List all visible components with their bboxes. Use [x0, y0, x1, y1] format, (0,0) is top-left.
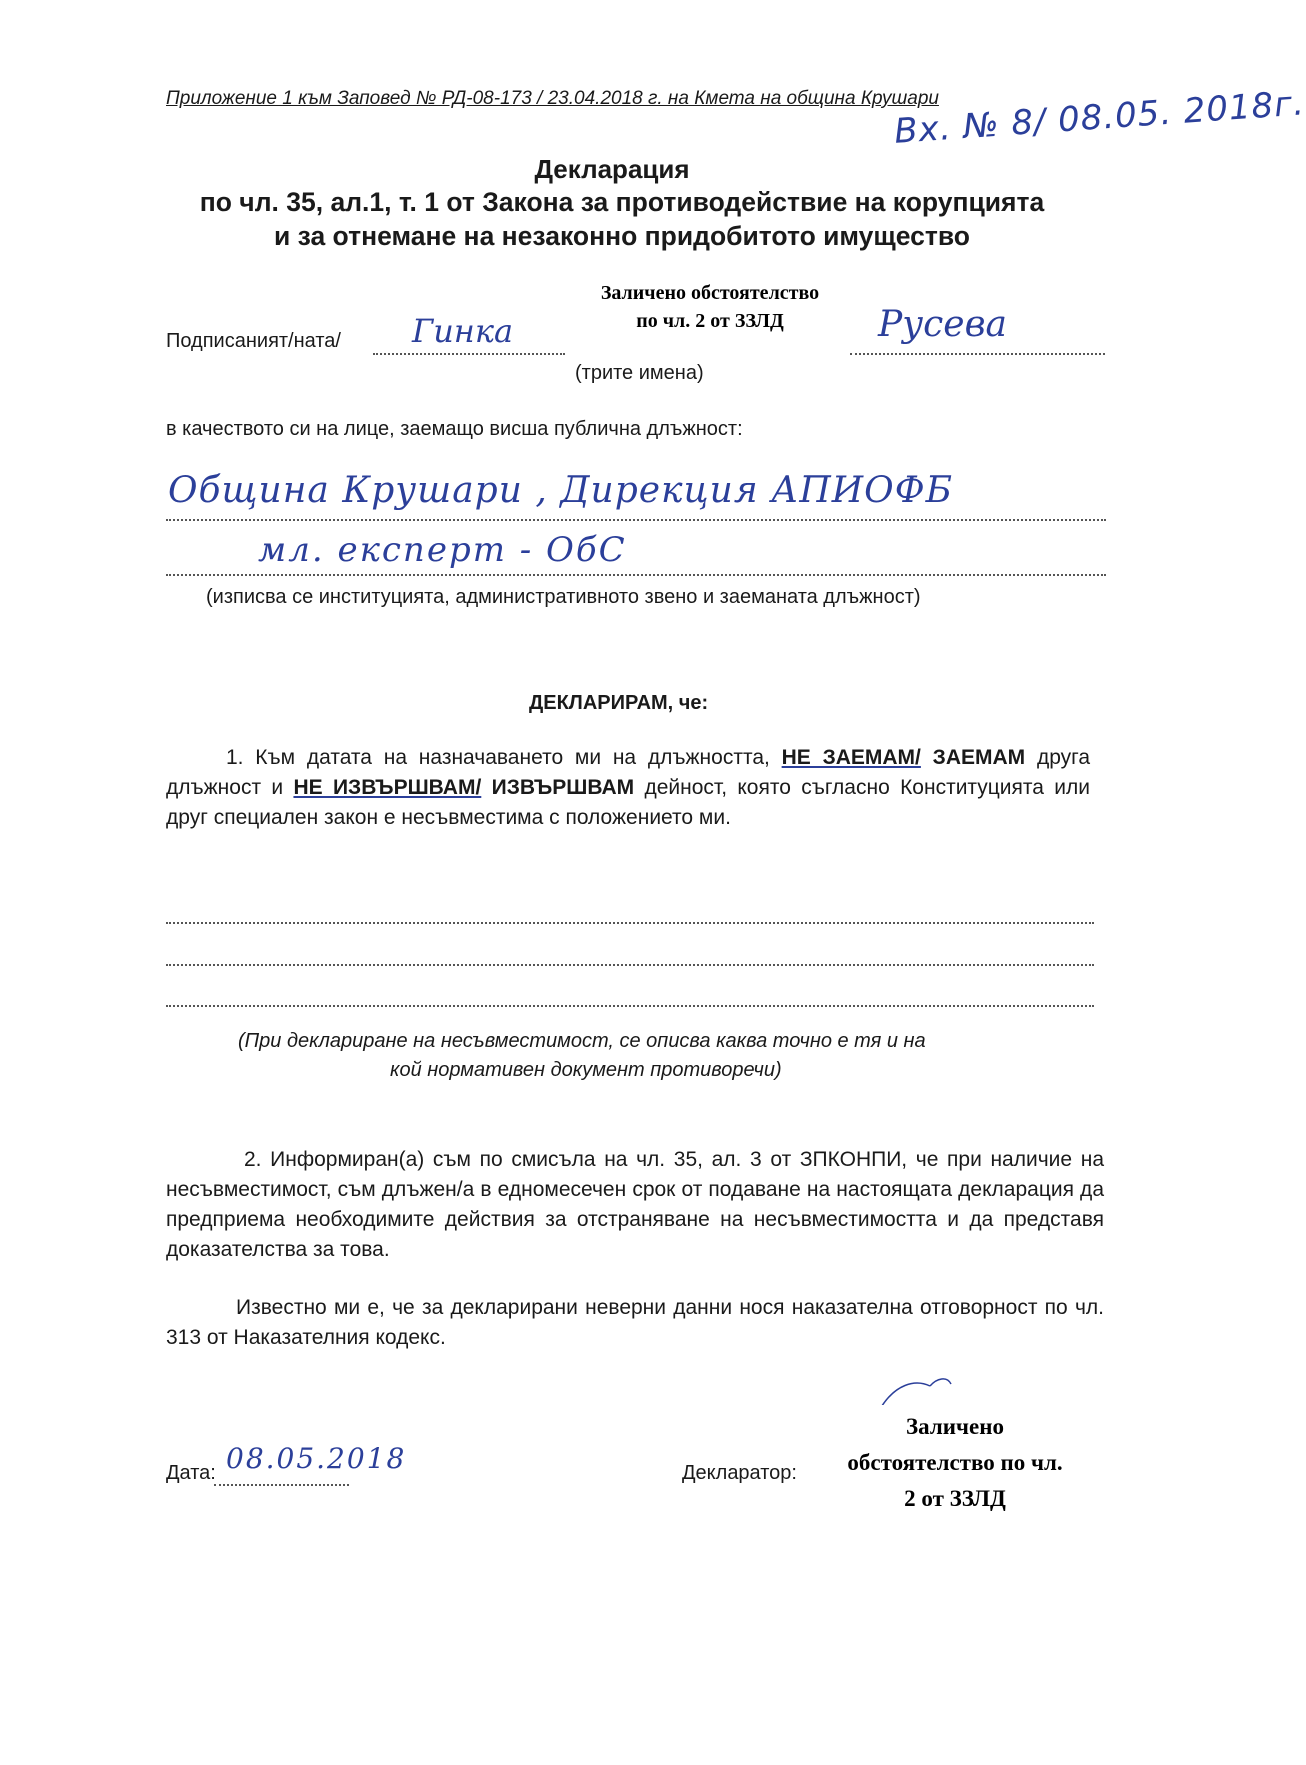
redaction-text: обстоятелство по чл. [847, 1450, 1063, 1475]
handwritten-date: 08.05.2018 [226, 1442, 407, 1475]
dotted-fill [166, 1005, 1094, 1007]
redaction-box-signature [830, 1405, 1080, 1534]
declare-heading: ДЕКЛАРИРАМ, че: [529, 692, 709, 714]
dotted-fill [850, 353, 1105, 355]
declaration-subtitle-1: по чл. 35, ал.1, т. 1 от Закона за противодействие на корупцията [199, 187, 1045, 217]
signatory-label: Подписаният/ната/ [166, 330, 341, 352]
handwritten-last-name: Русева [878, 304, 1007, 345]
item1-performing: ИЗВЪРШВАМ [491, 776, 635, 799]
liability-statement: Известно ми е, че за декларирани неверни данни нося наказателна отговорност по чл. 313 от Наказателния кодекс. [166, 1296, 1104, 1349]
item1-holding: ЗАЕМАМ [932, 746, 1026, 769]
dotted-fill [166, 519, 1106, 521]
dotted-fill [166, 922, 1094, 924]
position-intro: в качеството си на лице, заемащо висша публична длъжност: [166, 418, 743, 440]
item1-suffix: дейност, която съгласно Конституцията или друг специален закон е несъвместима с положението ми. [166, 776, 1090, 829]
names-caption: (трите имена) [575, 362, 704, 384]
item1-mid: друга длъжност и [166, 746, 1091, 799]
incompatibility-note-1: (При деклариране на несъвместимост, се описва каква точно е тя и на [238, 1030, 926, 1052]
incoming-stamp: Вх. № 8/ 08.05. 2018г. [893, 83, 1306, 152]
redaction-text: Заличено [906, 1414, 1004, 1439]
handwritten-first-name: Гинка [412, 312, 514, 350]
redaction-text: 2 от ЗЗЛД [904, 1486, 1006, 1511]
redaction-text: Заличено обстоятелство [600, 282, 820, 304]
declaration-title: Декларация [534, 154, 690, 184]
declaration-item-1 [166, 743, 1090, 833]
date-label: Дата: [166, 1462, 216, 1484]
dotted-fill [166, 964, 1094, 966]
position-caption: (изписва се институцията, административното звено и заеманата длъжност) [206, 586, 921, 608]
incompatibility-note-2: кой нормативен документ противоречи) [390, 1059, 782, 1081]
dotted-fill [214, 1484, 349, 1486]
declaration-subtitle-2: и за отнемане на незаконно придобитото имущество [273, 221, 970, 251]
redaction-box-name [570, 279, 850, 341]
redaction-text: по чл. 2 от ЗЗЛД [636, 310, 784, 332]
handwritten-institution: Община Крушари , Дирекция АПИОФБ [168, 470, 954, 511]
item1-not-holding: НЕ ЗАЕМАМ/ [781, 746, 921, 769]
handwritten-position: мл. експерт - ОбС [258, 530, 627, 570]
dotted-fill [373, 353, 565, 355]
declaration-item-2: 2. Информиран(а) съм по смисъла на чл. 35, ал. 3 от ЗПКОНПИ, че при наличие на несъвместимост, съм длъжен/а в едномесечен срок от подаване на настоящата декларация да предприема необходимите действия за отстраняване на несъвместимостта и да представя доказателства за това. [166, 1148, 1104, 1261]
order-reference: Приложение 1 към Заповед № РД-08-173 / 23.04.2018 г. на Кмета на община Крушари [166, 88, 939, 109]
item1-prefix: 1. Към датата на назначаването ми на длъжността, [226, 746, 770, 769]
item1-not-performing: НЕ ИЗВЪРШВАМ/ [293, 776, 482, 799]
dotted-fill [166, 574, 1106, 576]
declarant-label: Декларатор: [682, 1462, 797, 1484]
